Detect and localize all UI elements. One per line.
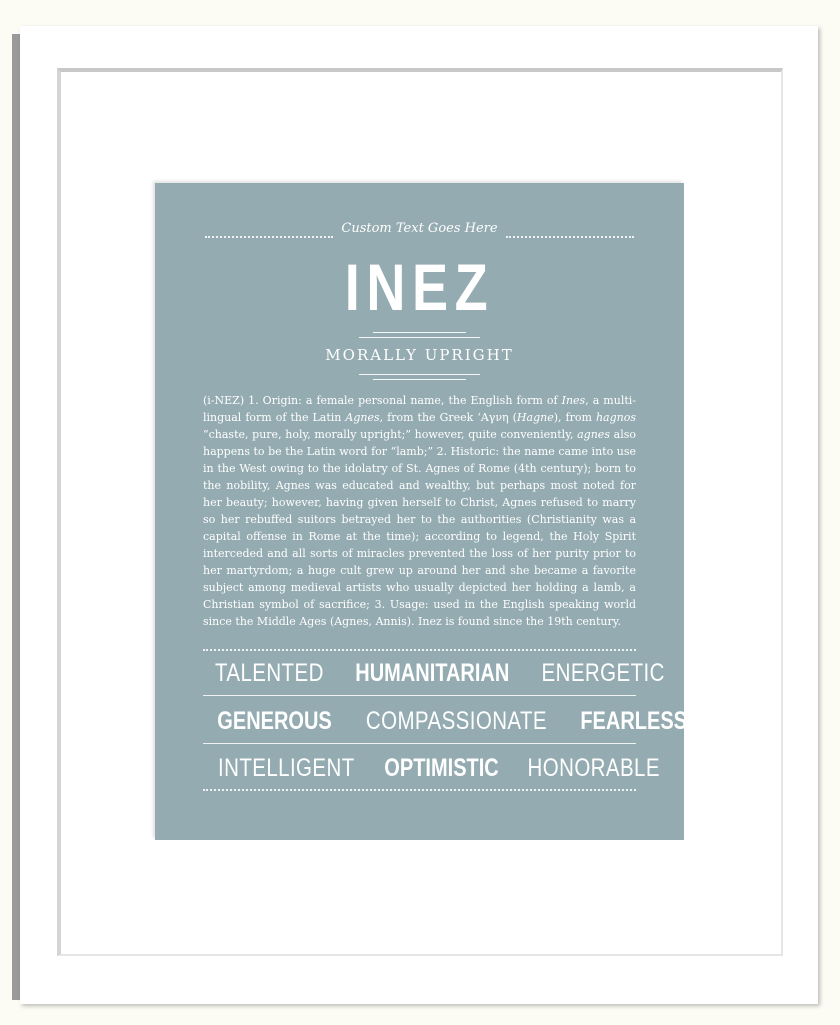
trait-word: ENERGETIC (541, 658, 666, 687)
rule-above-meaning (373, 332, 466, 333)
definition-italic-hagne: Hagne (516, 411, 554, 424)
definition-text-1: 1. Origin: a female personal name, the English form of (248, 394, 562, 407)
definition-italic-agnes: Agnes (345, 411, 380, 424)
rule-below-meaning (359, 374, 480, 375)
dotted-divider-bottom (203, 789, 636, 791)
name-print (155, 183, 688, 840)
dotted-divider-top (203, 649, 636, 651)
custom-text: Custom Text Goes Here (341, 221, 498, 236)
trait-word: TALENTED (214, 658, 324, 687)
traits-row-2 (203, 704, 688, 738)
trait-word: FEARLESS (580, 706, 688, 735)
name-meaning: MORALLY UPRIGHT (325, 346, 514, 364)
definition-text-3: , from the Greek ‘Αγνη ( (379, 411, 517, 424)
dotted-divider-right (506, 236, 634, 238)
definition-text-2: , a multi-lingual form of the Latin (203, 394, 636, 424)
custom-text-row (205, 221, 634, 241)
rule-below-meaning-2 (373, 379, 466, 380)
definition-italic-agnes-lower: agnes (577, 428, 610, 441)
name-definition (203, 392, 636, 630)
definition-italic-hagnos: hagnos (595, 411, 636, 424)
dotted-divider-left (205, 236, 333, 238)
traits-row-3 (203, 751, 660, 785)
definition-italic-ines: Ines (561, 394, 586, 407)
pronunciation: (i-NEZ) (203, 394, 245, 407)
name-title: INEZ (344, 250, 495, 324)
trait-word: HONORABLE (527, 753, 660, 782)
traits-row-1 (203, 656, 666, 690)
trait-word: INTELLIGENT (217, 753, 355, 782)
definition-text-4: ), from (553, 411, 596, 424)
rule-above-meaning-2 (359, 337, 480, 338)
traits-divider-1 (203, 695, 636, 696)
trait-word: GENEROUS (217, 706, 332, 735)
traits-divider-2 (203, 743, 636, 744)
trait-word: OPTIMISTIC (383, 753, 499, 782)
definition-text-6: also happens to be the Latin word for “lamb;” 2. Historic: the name came into use in the West owing to the idolatry of St. Agnes of Rome (4th century); born to the nobility, Agnes was educated and wealthy, but perhaps most noted for her beauty; however, having given herself to Christ, Agnes refused to marry so her rebuffed suitors betrayed her to the authorities (Christianity was a capital offense in Rome at the time); according to legend, the Holy Spirit interceded and all sorts of miracles prevented the loss of her purity prior to her martyrdom; a huge cult grew up around her and she became a favorite subject among medieval artists who usually depicted her holding a lamb, a Christian symbol of sacrifice; 3. Usage: used in the English speaking world since the Middle Ages (Agnes, Annis). Inez is found since the 19th century. (203, 428, 636, 628)
trait-word: COMPASSIONATE (365, 706, 548, 735)
trait-word: HUMANITARIAN (354, 658, 510, 687)
definition-text-5: “chaste, pure, holy, morally upright;” however, quite conveniently, (203, 428, 578, 441)
